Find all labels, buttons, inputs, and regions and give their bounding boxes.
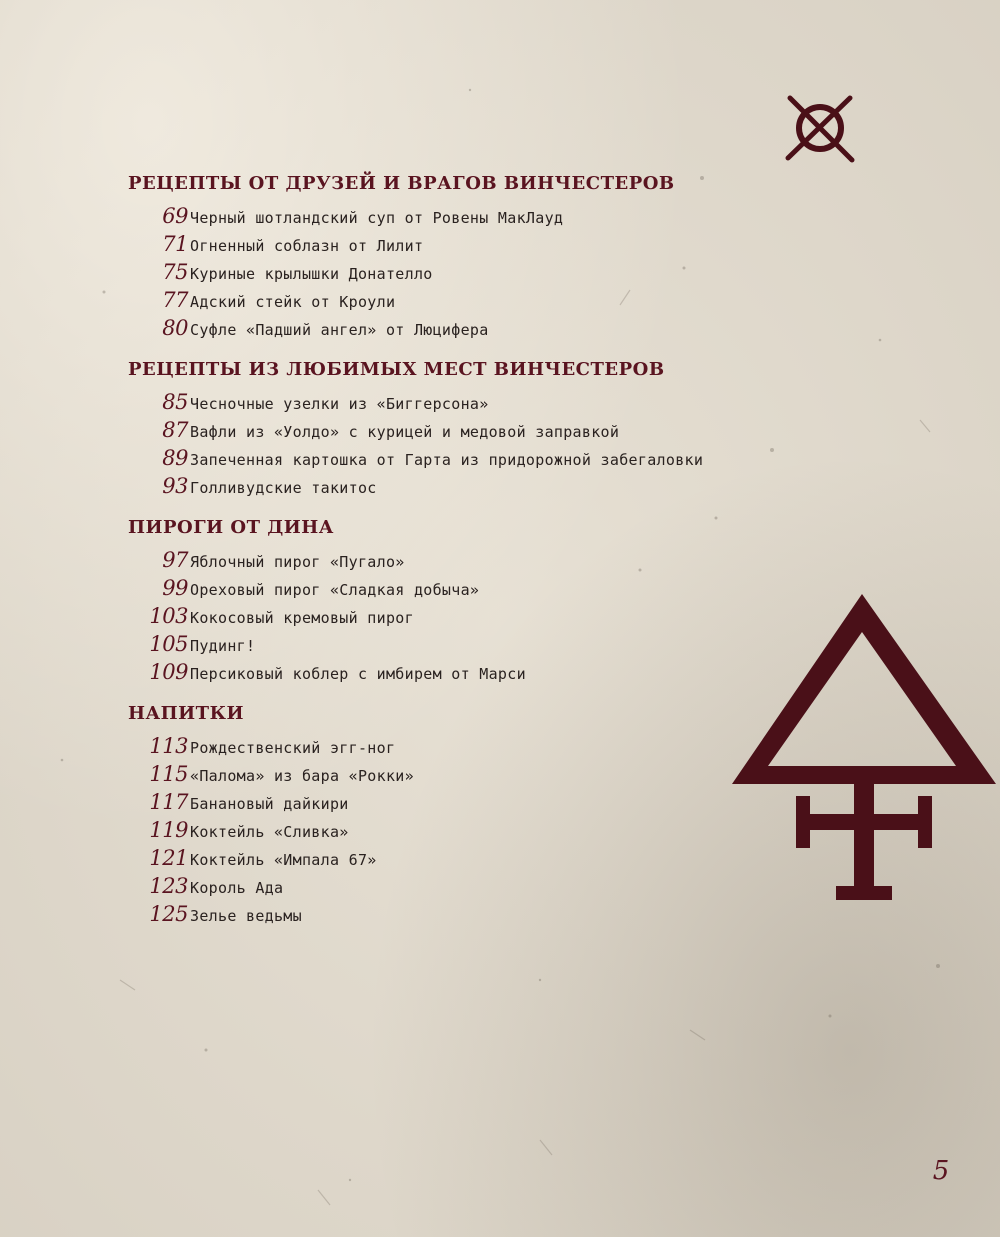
page-number: 87 [162,418,188,442]
recipe-title: Зелье ведьмы [190,907,302,925]
table-of-contents [128,170,848,942]
recipe-title: Король Ада [190,879,284,897]
toc-section [128,356,848,500]
toc-entry [128,760,848,788]
recipe-title: Коктейль «Сливка» [190,823,349,841]
section-title: НАПИТКИ [128,703,244,724]
recipe-title: Адский стейк от Кроули [190,293,396,311]
toc-entry [128,816,848,844]
recipe-title: Чесночные узелки из «Биггерсона» [190,395,489,413]
toc-section [128,514,848,686]
toc-entry [128,630,848,658]
page-number: 80 [162,316,188,340]
page-number: 77 [162,288,188,312]
toc-entry [128,732,848,760]
toc-entry [128,658,848,686]
toc-entry [128,314,848,342]
toc-entry [128,472,848,500]
recipe-title: Суфле «Падший ангел» от Люцифера [190,321,489,339]
toc-entry [128,574,848,602]
page-number: 97 [162,548,188,572]
section-title: ПИРОГИ ОТ ДИНА [128,517,334,538]
page-number: 121 [149,846,188,870]
page-number: 89 [162,446,188,470]
page-number: 125 [149,902,188,926]
recipe-title: Рождественский эгг-ног [190,739,396,757]
toc-section [128,170,848,342]
page-number-footer: 5 [932,1156,950,1186]
toc-entry [128,900,848,928]
page-number: 85 [162,390,188,414]
recipe-title: Персиковый коблер с имбирем от Марси [190,665,526,683]
recipe-title: Коктейль «Импала 67» [190,851,377,869]
toc-entry [128,258,848,286]
toc-entry [128,286,848,314]
recipe-title: Голливудские такитос [190,479,377,497]
recipe-title: Пудинг! [190,637,256,655]
section-title: РЕЦЕПТЫ ОТ ДРУЗЕЙ И ВРАГОВ ВИНЧЕСТЕРОВ [128,173,675,194]
toc-entry [128,416,848,444]
toc-entry [128,546,848,574]
page-number: 109 [149,660,188,684]
page-number: 113 [149,734,188,758]
toc-entry [128,444,848,472]
toc-entry [128,788,848,816]
recipe-title: Запеченная картошка от Гарта из придорожной забегаловки [190,451,704,469]
page-number: 93 [162,474,188,498]
page-number: 71 [162,232,188,256]
recipe-title: Черный шотландский суп от Ровены МакЛауд [190,209,564,227]
recipe-title: «Палома» из бара «Рокки» [190,767,414,785]
toc-entry [128,202,848,230]
page-number: 115 [149,762,188,786]
recipe-title: Ореховый пирог «Сладкая добыча» [190,581,480,599]
page-number: 123 [149,874,188,898]
toc-entry [128,602,848,630]
page-number: 69 [162,204,188,228]
recipe-title: Кокосовый кремовый пирог [190,609,414,627]
recipe-title: Огненный соблазн от Лилит [190,237,424,255]
recipe-title: Банановый дайкири [190,795,349,813]
toc-entry [128,844,848,872]
page-number: 103 [149,604,188,628]
recipe-title: Вафли из «Уолдо» с курицей и медовой заправкой [190,423,620,441]
recipe-title: Куриные крылышки Донателло [190,265,433,283]
toc-entry [128,872,848,900]
page-number: 75 [162,260,188,284]
page-number: 119 [149,818,188,842]
page-number: 99 [162,576,188,600]
section-title: РЕЦЕПТЫ ИЗ ЛЮБИМЫХ МЕСТ ВИНЧЕСТЕРОВ [128,359,665,380]
toc-entry [128,230,848,258]
recipe-title: Яблочный пирог «Пугало» [190,553,405,571]
crossed-circle-sigil-icon [782,92,858,168]
toc-section [128,700,848,928]
page-number: 105 [149,632,188,656]
page-number: 117 [149,790,188,814]
toc-entry [128,388,848,416]
